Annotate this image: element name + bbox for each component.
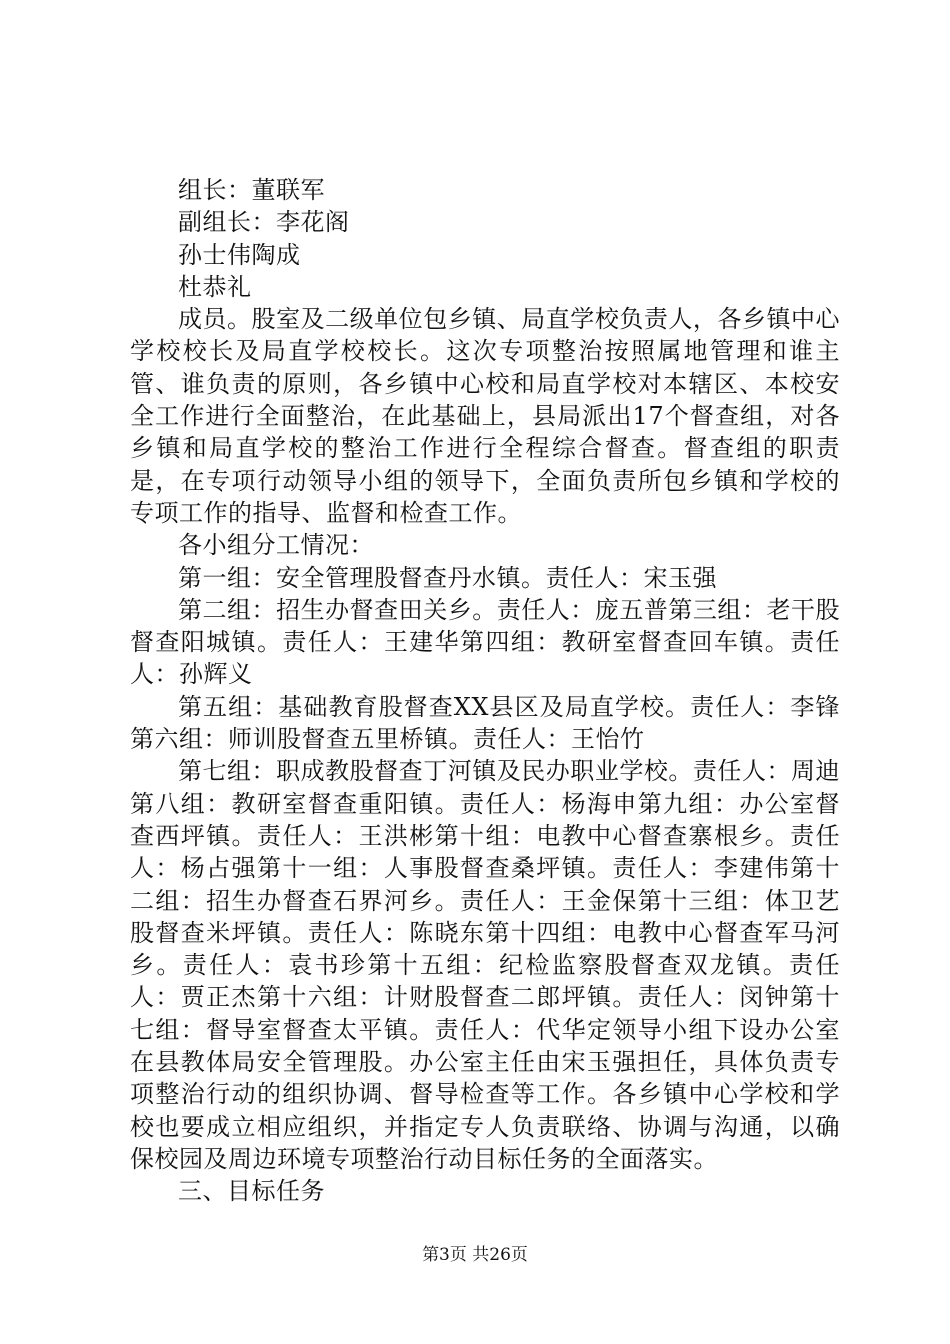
paragraph-group-division-heading: 各小组分工情况： [178,531,374,560]
paragraph-groups-7-17: 第七组：职成教股督查丁河镇及民办职业学校。责任人：周迪第八组：教研室督查重阳镇。责任人：杨海申第九组：办公室督查西坪镇。责任人：王洪彬第十组：电教中心督查寨根乡。责任人：杨占强第十一组：人事股督查桑坪镇。责任人：李建伟第十二组：招生办督查石界河乡。责任人：王金保第十三组：体卫艺股督查米坪镇。责任人：陈晓东第十四组：电教中心督查军马河乡。责任人：袁书珍第十五组：纪检监察股督查双龙镇。责任人：贾正杰第十六组：计财股督查二郎坪镇。责任人：闵钟第十七组：督导室督查太平镇。责任人：代华定领导小组下设办公室在县教体局安全管理股。办公室主任由宋玉强担任，具体负责专项整治行动的组织协调、督导检查等工作。各乡镇中心学校和学校也要成立相应组织，并指定专人负责联络、协调与沟通，以确保校园及周边环境专项整治行动目标任务的全面落实。 [130,757,840,1173]
paragraph-group-1: 第一组：安全管理股督查丹水镇。责任人：宋玉强 [178,563,717,592]
paragraph-groups-2-4: 第二组：招生办督查田关乡。责任人：庞五普第三组：老干股督查阳城镇。责任人：王建华第四组：教研室督查回车镇。责任人：孙辉义 [130,595,840,689]
paragraph-members: 成员。股室及二级单位包乡镇、局直学校负责人，各乡镇中心学校校长及局直学校校长。这次专项整治按照属地管理和谁主管、谁负责的原则，各乡镇中心校和局直学校对本辖区、本校安全工作进行全面整治，在此基础上，县局派出17个督查组，对各乡镇和局直学校的整治工作进行全程综合督查。督查组的职责是，在专项行动领导小组的领导下，全面负责所包乡镇和学校的专项工作的指导、监督和检查工作。 [130,305,840,527]
paragraph-deputy-names: 孙士伟陶成 [178,240,301,269]
page-number: 第3页 共26页 [422,1245,528,1265]
paragraph-deputy-name-2: 杜恭礼 [178,272,252,301]
paragraph-deputy-leader: 副组长：李花阁 [178,208,350,237]
page-footer [0,1243,950,1267]
section-heading-goals: 三、目标任务 [178,1177,325,1206]
paragraph-groups-5-6: 第五组：基础教育股督查XX县区及局直学校。责任人：李锋第六组：师训股督查五里桥镇。责任人：王怡竹 [130,692,840,754]
document-body [130,174,840,1208]
paragraph-group-leader: 组长：董联军 [178,176,325,204]
